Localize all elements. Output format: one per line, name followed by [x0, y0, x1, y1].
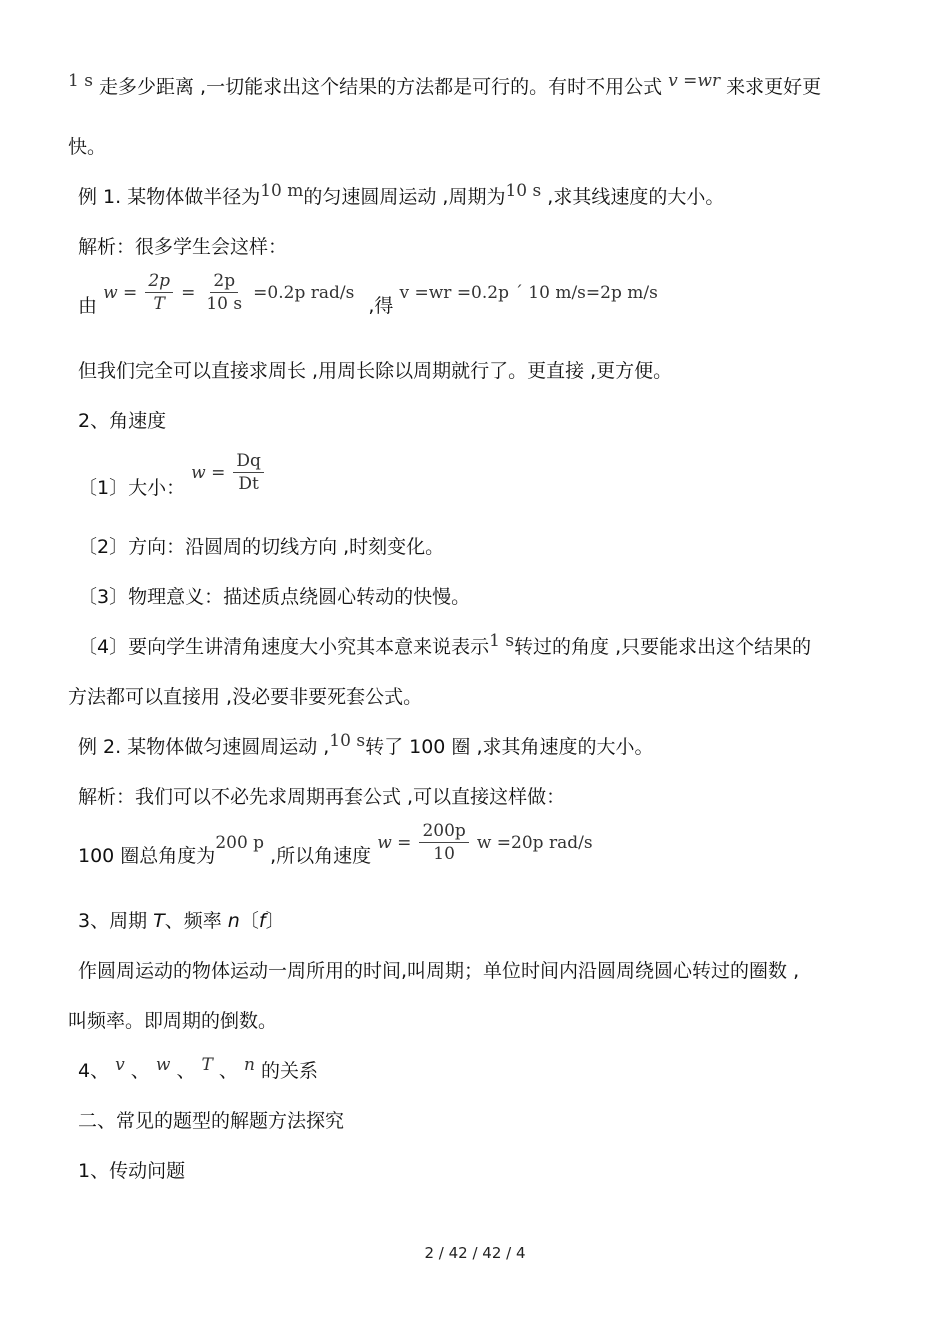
text: 〔4〕要向学生讲清角速度大小究其本意来说表示: [78, 636, 490, 658]
section-heading: [78, 908, 285, 934]
text: 100 圈总角度为: [78, 845, 216, 867]
value-1s: 1 s: [489, 631, 515, 651]
solution-label: 解析：我们可以不必先求周期再套公式 ,可以直接这样做：: [78, 786, 566, 808]
formula-v-wr: v =wr: [668, 71, 721, 91]
fraction-200p-10: [419, 820, 468, 865]
symbol-n: n: [227, 910, 240, 932]
text: 、: [130, 1060, 150, 1082]
section-heading: 2、角速度: [78, 410, 167, 432]
text: 来求更好更: [726, 76, 822, 98]
example-1: [78, 181, 725, 211]
item-3: 〔3〕物理意义：描述质点绕圆心转动的快慢。: [78, 586, 471, 608]
section-heading: [78, 1055, 318, 1085]
numerator: 2p: [210, 270, 238, 293]
text: 、: [218, 1060, 238, 1082]
text: ,所以角速度: [264, 845, 372, 867]
example-2: [78, 731, 654, 761]
paragraph-line: 快。: [68, 136, 107, 158]
formula-w: w =: [191, 463, 226, 483]
numerator: Dq: [233, 450, 264, 473]
result-omega: =0.2p rad/s: [253, 283, 355, 303]
value-1s: 1 s: [68, 71, 93, 91]
equals: =: [181, 283, 196, 303]
value-10s: 10 s: [329, 731, 366, 751]
paragraph-line: 方法都可以直接用 ,没必要非要死套公式。: [68, 686, 423, 708]
item-1: [78, 450, 266, 500]
fraction-2p-T: [145, 270, 173, 315]
result-omega: w =20p rad/s: [476, 833, 593, 853]
denominator: 10: [433, 844, 455, 864]
result-velocity: v =wr =0.2p ´ 10 m/s=2p m/s: [399, 283, 658, 303]
formula-w: w =: [377, 833, 412, 853]
numerator: 2p: [145, 270, 173, 293]
paragraph-line: 叫频率。即周期的倒数。: [68, 1010, 278, 1032]
text: 走多少距离 ,一切能求出这个结果的方法都是可行的。有时不用公式: [99, 76, 663, 98]
text: 由: [78, 295, 98, 317]
text: 转了 100 圈 ,求其角速度的大小。: [365, 736, 654, 758]
text: 例 2. 某物体做匀速圆周运动 ,: [78, 736, 330, 758]
section-heading: 二、常见的题型的解题方法探究: [78, 1110, 345, 1132]
symbol-n: n: [243, 1055, 255, 1075]
calc-line-2: [78, 820, 593, 868]
section-heading: 1、传动问题: [78, 1160, 186, 1182]
fraction-dtheta-dt: [233, 450, 264, 495]
symbol-w: w: [155, 1055, 171, 1075]
solution-label: 解析：很多学生会这样：: [78, 236, 288, 258]
text: 、: [176, 1060, 196, 1082]
page-footer: 2 / 42 / 42 / 4: [424, 1244, 526, 1262]
numerator: 200p: [419, 820, 468, 843]
symbol-T: T: [153, 910, 165, 932]
text: 、频率: [164, 910, 228, 932]
text: 的关系: [260, 1060, 318, 1082]
text: 的匀速圆周运动 ,周期为: [303, 186, 506, 208]
symbol-T: T: [201, 1055, 213, 1075]
text: 〕: [265, 910, 285, 932]
paragraph-line: [68, 71, 822, 101]
value-radius: 10 m: [260, 181, 304, 201]
text: 例 1. 某物体做半径为: [78, 186, 261, 208]
paragraph-line: 作圆周运动的物体运动一周所用的时间,叫周期；单位时间内沿圆周绕圆心转过的圈数 ,: [78, 960, 800, 982]
denominator: Dt: [238, 474, 259, 494]
formula-w: w =: [103, 283, 138, 303]
denominator: 10 s: [206, 294, 243, 314]
text: 转过的角度 ,只要能求出这个结果的: [514, 636, 812, 658]
text: 3、周期: [78, 910, 154, 932]
value-period: 10 s: [505, 181, 542, 201]
fraction-2p-10s: [203, 270, 245, 315]
total-angle: 200 p: [215, 833, 265, 853]
paragraph-line: 但我们完全可以直接求周长 ,用周长除以周期就行了。更直接 ,更方便。: [78, 360, 673, 382]
symbol-f: f: [258, 910, 266, 932]
denominator: T: [153, 294, 165, 314]
calc-line-1: [78, 270, 658, 318]
text: 4、: [78, 1060, 110, 1082]
text: ,求其线速度的大小。: [541, 186, 725, 208]
text: ,得: [368, 295, 394, 317]
item-2: 〔2〕方向：沿圆周的切线方向 ,时刻变化。: [78, 536, 445, 558]
symbol-v: v: [115, 1055, 125, 1075]
text: 〔1〕大小：: [78, 477, 186, 499]
text: 〔: [239, 910, 259, 932]
item-4: [78, 631, 812, 661]
